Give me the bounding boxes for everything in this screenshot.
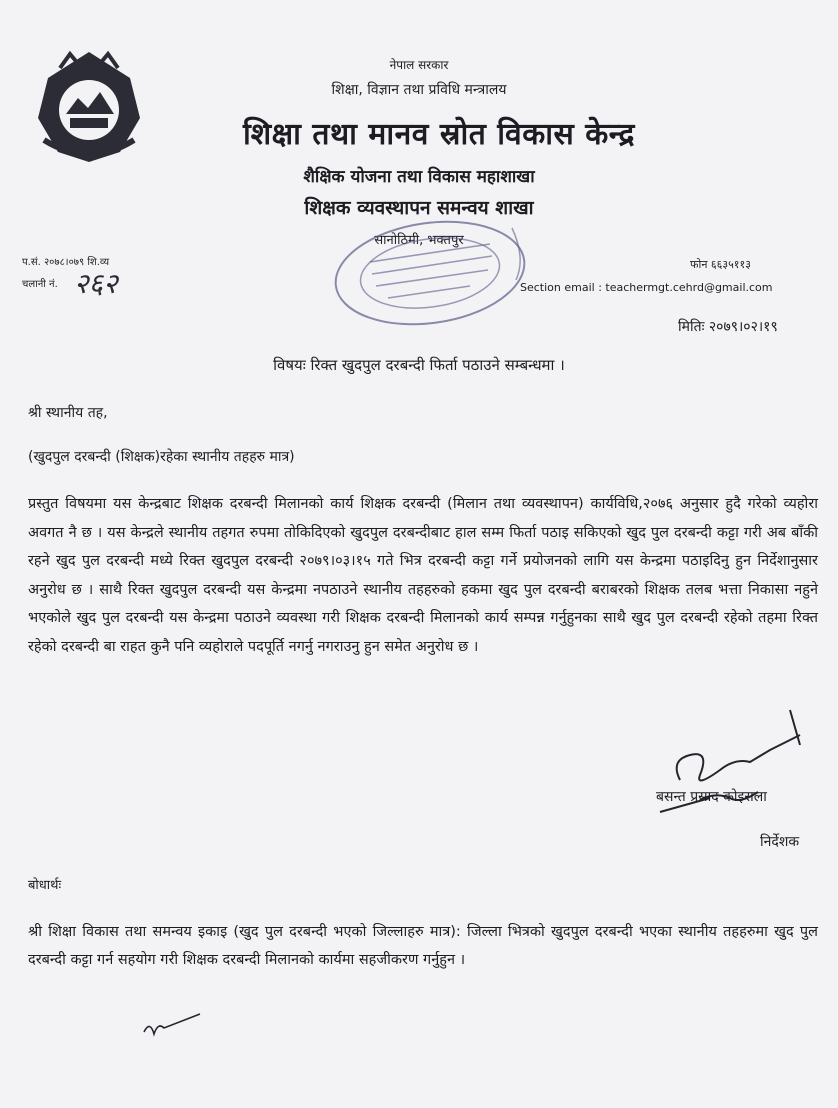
signatory-name: बसन्त प्रसाद कोइराला <box>656 789 767 805</box>
subject-line: विषयः रिक्त खुदपुल दरबन्दी फिर्ता पठाउने सम्बन्धमा । <box>273 356 565 374</box>
signatory-title: निर्देशक <box>760 834 800 850</box>
office-seal <box>330 218 530 328</box>
office-location: सानोठिमी, भक्तपुर <box>374 233 464 248</box>
initials-mark <box>140 1010 210 1044</box>
letter-body: प्रस्तुत विषयमा यस केन्द्रबाट शिक्षक दरबन्दी मिलानको कार्य शिक्षक दरबन्दी (मिलान तथा व्यवस्थापन) कार्यविधि,२०७६ अनुसार हुदै गरेको व्यहोरा अवगत नै छ । यस केन्द्रले स्थानीय तहगत रुपमा तोकिदिएको खुदपुल दरबन्दीबाट हाल सम्म फिर्ता पठाइ सकिएको खुद पुल दरबन्दी कट्टा गरी अब बाँकी रहने खुद पुल दरबन्दी मध्ये रिक्त खुदपुल दरबन्दी २०७९।०३।१५ गते भित्र दरबन्दी कट्टा गर्ने प्रयोजनको लागि यस केन्द्रमा पठाइदिनु हुन निर्देशानुसार अनुरोध छ । साथै रिक्त खुदपुल दरबन्दी यस केन्द्रमा नपठाउने स्थानीय तहहरुको हकमा खुद पुल दरबन्दी बराबरको शिक्षक तलब भत्ता निकासा नहुने भएकोले खुद पुल दरबन्दी यस केन्द्रमा पठाउने व्यवस्था गरी शिक्षक दरबन्दी मिलानको कार्य सम्पन्न गर्नुहुनका साथै खुद पुल दरबन्दी रहेको तहमा रिक्त रहेको दरबन्दी बा राहत कुनै पनि व्यहोराले पदपूर्ति नगर्नु नगराउनु हुन समेत अनुरोध छ । <box>28 496 818 655</box>
cc-label: बोधार्थः <box>28 878 62 893</box>
ministry-name: शिक्षा, विज्ञान तथा प्रविधि मन्त्रालय <box>331 82 507 98</box>
director-signature <box>640 700 820 830</box>
chalani-label: चलानी नं. <box>22 279 58 290</box>
center-name: शिक्षा तथा मानव स्रोत विकास केन्द्र <box>243 117 635 152</box>
addressee-note: (खुदपुल दरबन्दी (शिक्षक)रहेका स्थानीय तहहरु मात्र) <box>28 449 295 465</box>
chalani-number: २६२ <box>74 267 118 300</box>
section-email: Section email : teachermgt.cehrd@gmail.com <box>520 281 773 294</box>
addressee: श्री स्थानीय तह, <box>28 405 108 421</box>
section-name: शिक्षक व्यवस्थापन समन्वय शाखा <box>304 197 534 219</box>
phone-number: फोन ६६३५११३ <box>690 258 751 271</box>
division-name: शैक्षिक योजना तथा विकास महाशाखा <box>303 167 535 187</box>
reference-number: प.सं. २०७८।०७९ शि.व्य <box>22 257 110 268</box>
letter-date: मितिः २०७९।०२।१९ <box>678 319 778 335</box>
government-name: नेपाल सरकार <box>389 58 449 72</box>
cc-body: श्री शिक्षा विकास तथा समन्वय इकाइ (खुद पुल दरबन्दी भएको जिल्लाहरु मात्र): जिल्ला भित्रको खुदपुल दरबन्दी भएका स्थानीय तहहरुमा खुद पुल दरबन्दी कट्टा गर्न सहयोग गरी शिक्षक दरबन्दी मिलानको कार्यमा सहजीकरण गर्नुहुन । <box>28 924 818 968</box>
